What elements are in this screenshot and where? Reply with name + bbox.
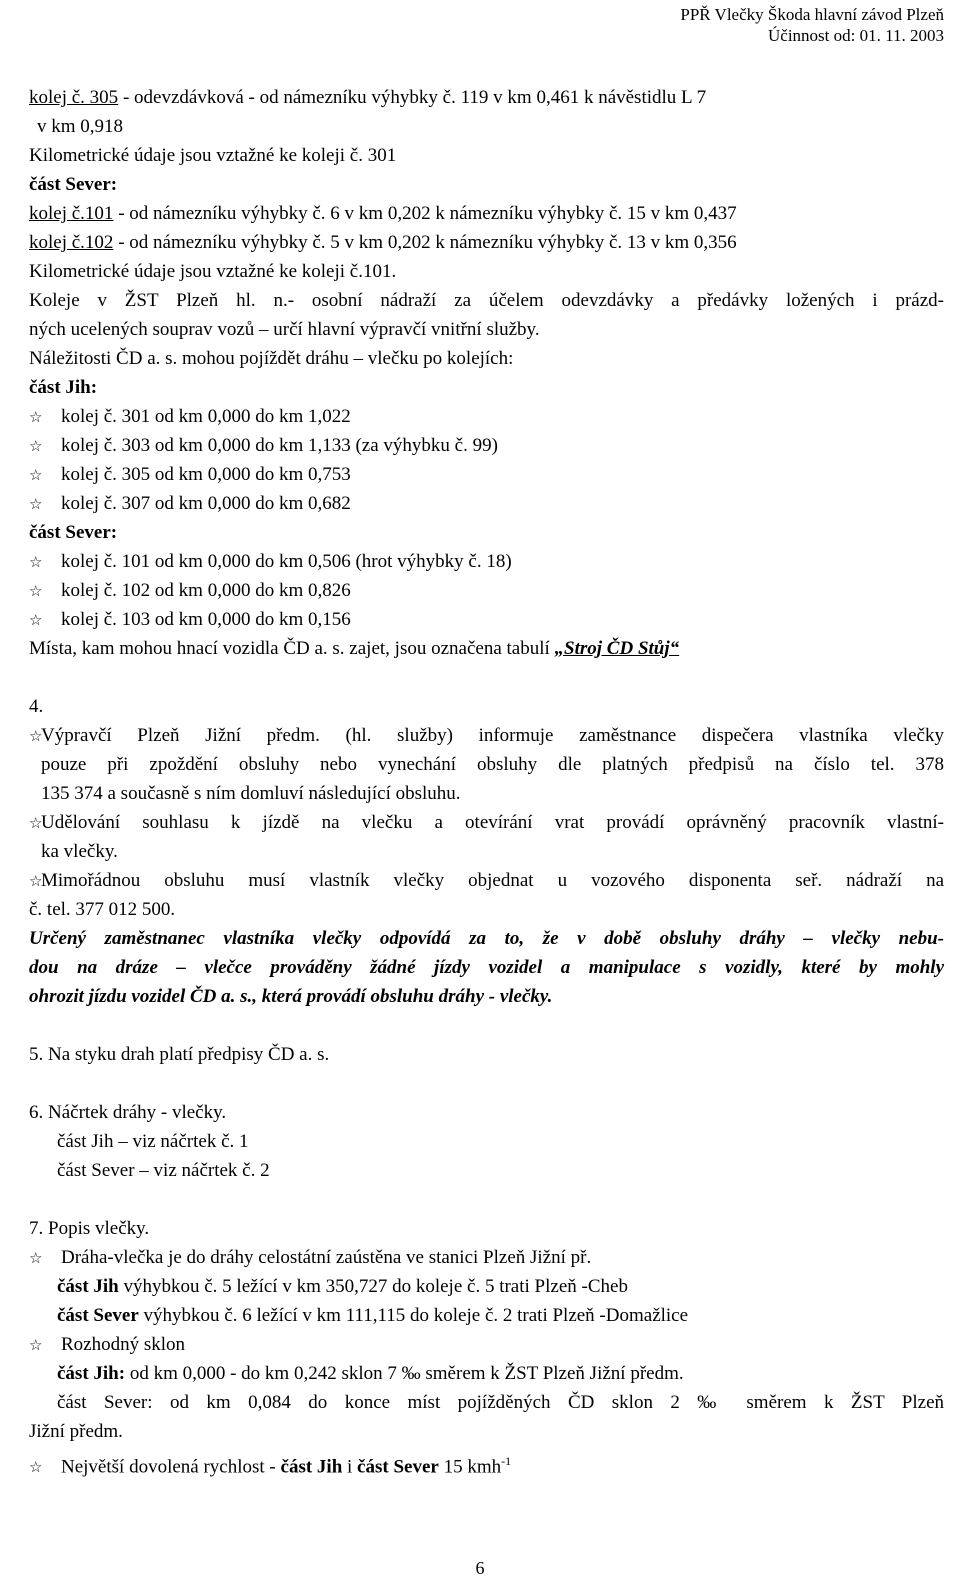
- star-bullet-icon: ☆: [29, 1336, 43, 1354]
- list-item: ☆ Dráha-vlečka je do dráhy celostátní zaústěna ve stanici Plzeň Jižní př.: [29, 1244, 591, 1272]
- text-line: kolej č. 305 - odevzdávková - od námezníku výhybky č. 119 v km 0,461 k návěstidlu L 7: [29, 87, 707, 108]
- section-heading-jih: část Jih:: [29, 377, 98, 398]
- section-6-heading: 6. Náčrtek dráhy - vlečky.: [29, 1102, 227, 1123]
- text-line: ka vlečky.: [41, 841, 118, 862]
- list-item: ☆ kolej č. 101 od km 0,000 do km 0,506 (hrot výhybky č. 18): [29, 548, 512, 576]
- star-bullet-icon: ☆: [29, 1249, 43, 1267]
- star-bullet-icon: ☆: [29, 437, 43, 455]
- text-line: část Sever výhybkou č. 6 ležící v km 111,115 do koleje č. 2 trati Plzeň -Domažlice: [57, 1305, 689, 1326]
- text-line: část Jih výhybkou č. 5 ležící v km 350,727 do koleje č. 5 trati Plzeň -Cheb: [57, 1276, 628, 1297]
- text-line: Udělování souhlasu k jízdě na vlečku a otevírání vrat provádí oprávněný pracovník vlastní-: [41, 812, 944, 833]
- text-line: Místa, kam mohou hnací vozidla ČD a. s. zajet, jsou označena tabulí „Stroj ČD Stůj“: [29, 638, 680, 659]
- text-line: část Sever: od km 0,084 do konce míst pojížděných ČD sklon 2 ‰ směrem k ŽST Plzeň: [57, 1392, 944, 1413]
- text-line: Jižní předm.: [29, 1421, 123, 1442]
- star-bullet-icon: ☆: [29, 582, 43, 600]
- header-title: PPŘ Vlečky Škoda hlavní závod Plzeň: [680, 5, 944, 24]
- text-line: Kilometrické údaje jsou vztažné ke koleji č. 301: [29, 145, 397, 166]
- star-bullet-icon: ☆: [29, 466, 43, 484]
- text-line: kolej č.102 - od námezníku výhybky č. 5 v km 0,202 k námezníku výhybky č. 13 v km 0,356: [29, 232, 737, 253]
- text-line: Náležitosti ČD a. s. mohou pojíždět dráhu – vlečku po kolejích:: [29, 348, 514, 369]
- document-header: [680, 4, 944, 46]
- list-item: ☆ Největší dovolená rychlost - část Jih i část Sever 15 kmh$^{-1}$: [29, 1447, 511, 1481]
- list-item: ☆ kolej č. 103 od km 0,000 do km 0,156: [29, 606, 351, 634]
- page-number: 6: [475, 1558, 485, 1578]
- bold-notice-line: dou na dráze – vlečce prováděny žádné jízdy vozidel a manipulace s vozidly, které by mohly: [29, 957, 944, 978]
- list-item: ☆ kolej č. 303 od km 0,000 do km 1,133 (za výhybku č. 99): [29, 432, 498, 460]
- star-bullet-icon: ☆: [29, 872, 43, 890]
- text-line: 135 374 a současně s ním domluví následující obsluhu.: [41, 783, 461, 804]
- star-bullet-icon: ☆: [29, 553, 43, 571]
- section-number: 4.: [29, 696, 44, 717]
- section-heading-sever: část Sever:: [29, 522, 118, 543]
- text-line: Kilometrické údaje jsou vztažné ke koleji č.101.: [29, 261, 397, 282]
- section-5: 5. Na styku drah platí předpisy ČD a. s.: [29, 1044, 330, 1065]
- text-line: Koleje v ŽST Plzeň hl. n.- osobní nádraží za účelem odevzdávky a předávky ložených i prázd-: [29, 290, 944, 311]
- text-line: kolej č.101 - od námezníku výhybky č. 6 v km 0,202 k námezníku výhybky č. 15 v km 0,437: [29, 203, 737, 224]
- text-line: část Sever – viz náčrtek č. 2: [57, 1160, 270, 1181]
- list-item: ☆ kolej č. 305 od km 0,000 do km 0,753: [29, 461, 351, 489]
- star-bullet-icon: ☆: [29, 611, 43, 629]
- text-line: Mimořádnou obsluhu musí vlastník vlečky objednat u vozového disponenta seř. nádraží na: [41, 870, 944, 891]
- star-bullet-icon: ☆: [29, 495, 43, 513]
- star-bullet-icon: ☆: [29, 814, 43, 832]
- star-bullet-icon: ☆: [29, 1458, 43, 1477]
- list-item: ☆ kolej č. 102 od km 0,000 do km 0,826: [29, 577, 351, 605]
- text-line: část Jih – viz náčrtek č. 1: [57, 1131, 249, 1152]
- bold-notice-line: ohrozit jízdu vozidel ČD a. s., která provádí obsluhu dráhy - vlečky.: [29, 986, 553, 1007]
- header-effective-date: Účinnost od: 01. 11. 2003: [768, 26, 944, 45]
- list-item: ☆ Rozhodný sklon: [29, 1331, 185, 1359]
- list-item: ☆ kolej č. 301 od km 0,000 do km 1,022: [29, 403, 351, 431]
- list-item: ☆ kolej č. 307 od km 0,000 do km 0,682: [29, 490, 351, 518]
- star-bullet-icon: ☆: [29, 408, 43, 426]
- text-line: pouze při zpoždění obsluhy nebo vynechání obsluhy dle platných předpisů na číslo tel. 378: [41, 754, 944, 775]
- text-line: Výpravčí Plzeň Jižní předm. (hl. služby) informuje zaměstnance dispečera vlastníka vlečky: [41, 725, 944, 746]
- text-line: č. tel. 377 012 500.: [29, 899, 176, 920]
- text-line: část Jih: od km 0,000 - do km 0,242 sklon 7 ‰ směrem k ŽST Plzeň Jižní předm.: [57, 1363, 684, 1384]
- text-line: v km 0,918: [37, 116, 124, 137]
- bold-notice-line: Určený zaměstnanec vlastníka vlečky odpovídá za to, že v době obsluhy dráhy – vlečky nebu-: [29, 928, 944, 949]
- section-heading-sever: část Sever:: [29, 174, 118, 195]
- text-line: ných ucelených souprav vozů – určí hlavní výpravčí vnitřní služby.: [29, 319, 540, 340]
- star-bullet-icon: ☆: [29, 727, 43, 745]
- sign-label: „Stroj ČD Stůj“: [554, 638, 680, 659]
- section-7-heading: 7. Popis vlečky.: [29, 1218, 150, 1239]
